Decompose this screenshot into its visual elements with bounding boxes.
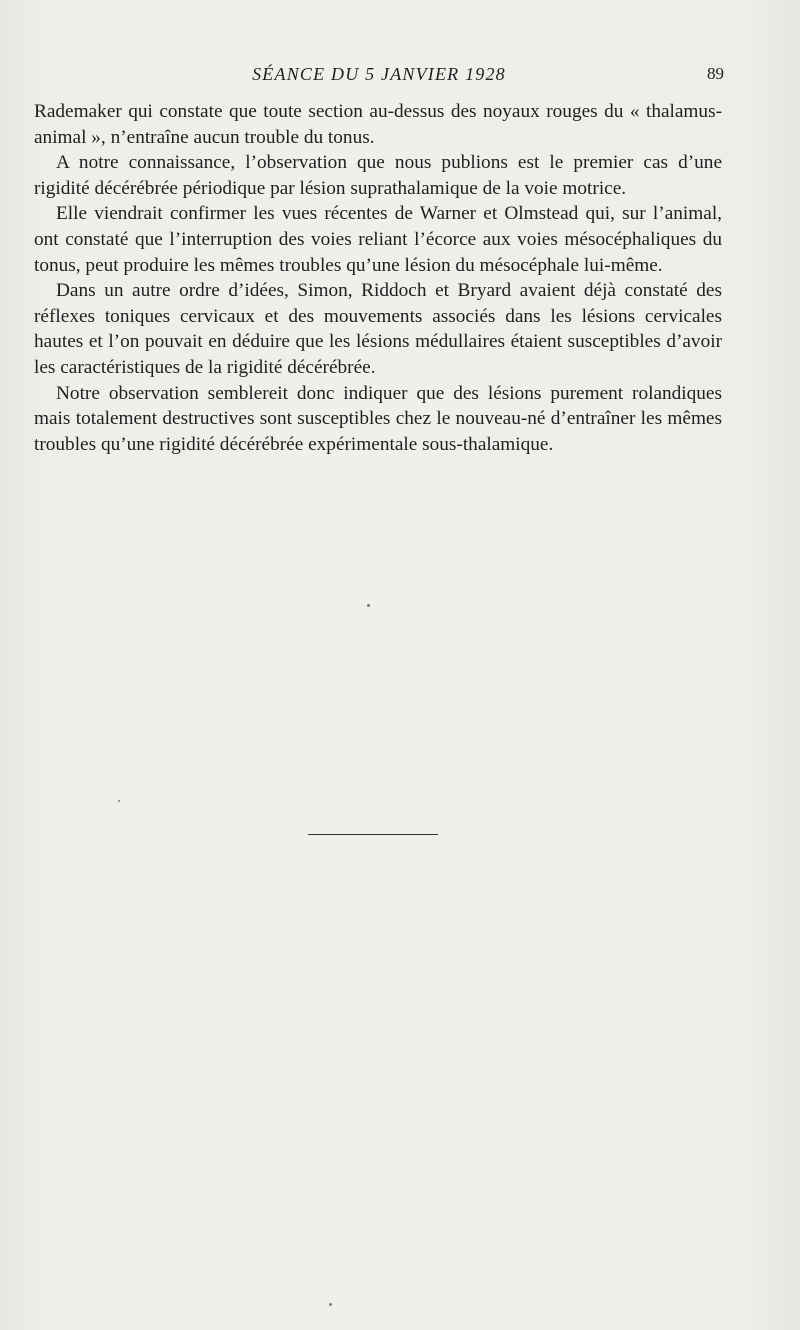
paragraph-5: Notre observation semblereit donc indiquer que des lésions purement rolandiques mais totalement destructives sont susceptibles chez le nouveau-né d’entraîner les mêmes troubles qu’une rigidité décérébrée expérimentale sous-thalamique.: [34, 382, 722, 455]
paragraph-2: A notre connaissance, l’observation que nous publions est le premier cas d’une rigidité décérébrée périodique par lésion suprathalamique de la voie motrice.: [34, 152, 722, 199]
page-header: [34, 64, 724, 88]
print-speck: [329, 1303, 332, 1306]
body-text: [34, 99, 722, 457]
section-end-rule: [308, 834, 438, 835]
print-speck: [367, 604, 370, 607]
print-speck: [118, 800, 120, 802]
paragraph-3: Elle viendrait confirmer les vues récentes de Warner et Olmstead qui, sur l’animal, ont constaté que l’interruption des voies reliant l’écorce aux voies mésocéphaliques du tonus, peut produire les mêmes troubles qu’une lésion du mésocéphale lui-même.: [34, 203, 722, 276]
paragraph-4: Dans un autre ordre d’idées, Simon, Riddoch et Bryard avaient déjà constaté des réflexes toniques cervicaux et des mouvements associés dans les lésions cervicales hautes et l’on pouvait en déduire que les lésions médullaires étaient susceptibles d’avoir les caractéristiques de la rigidité décérébrée.: [34, 280, 722, 378]
page-number: 89: [707, 64, 724, 83]
running-head: SÉANCE DU 5 JANVIER 1928: [252, 64, 506, 84]
paragraph-1: Rademaker qui constate que toute section au-dessus des noyaux rouges du « thalamus-animal », n’entraîne aucun trouble du tonus.: [34, 101, 722, 148]
